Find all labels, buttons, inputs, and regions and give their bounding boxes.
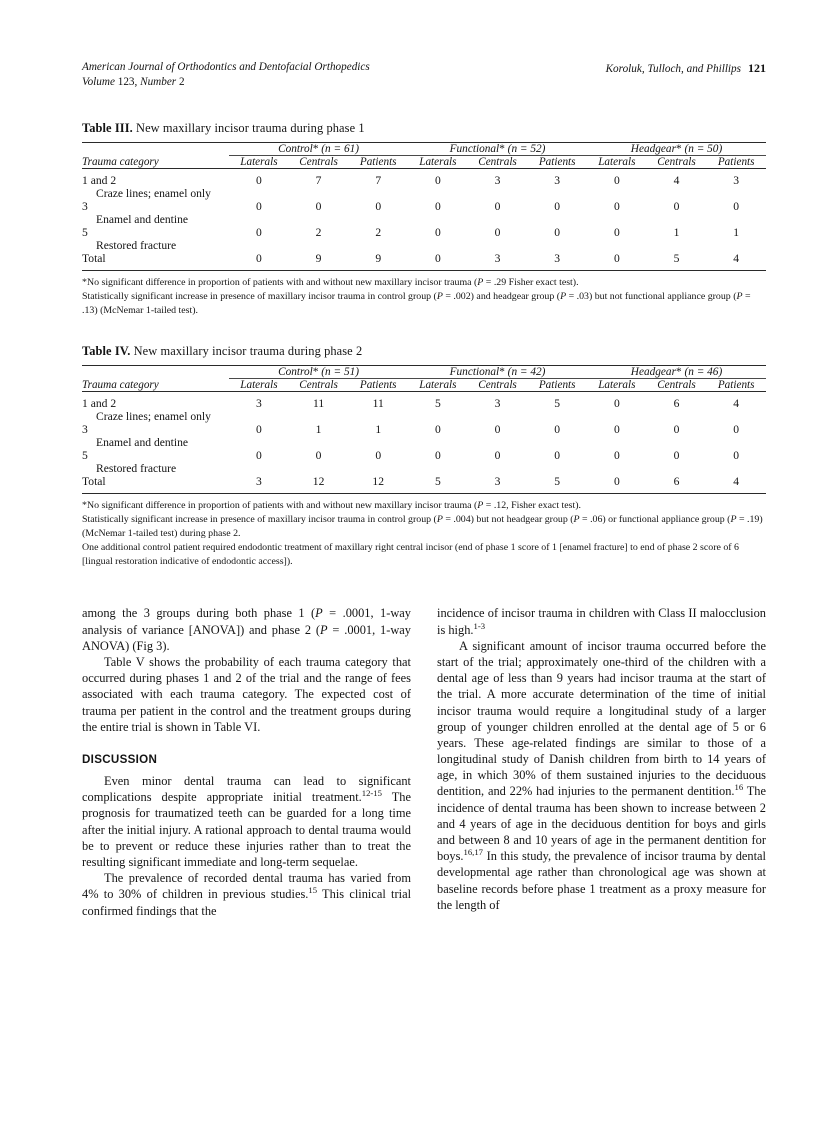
table-4-block [82, 344, 766, 569]
table-row [82, 200, 766, 213]
table-4-row-2-val-0: 0 [256, 449, 262, 463]
table-4-row-0-val-1: 11 [312, 397, 325, 411]
table-3-row-1-val-8: 0 [733, 199, 740, 213]
table-3-subheader-2: Patients [359, 155, 397, 168]
journal-title: American Journal of Orthodontics and Dentofacial Orthopedics [82, 61, 370, 73]
table-3-row-2-val-5: 0 [554, 225, 561, 239]
table-4-row-1-val-8: 0 [733, 423, 740, 437]
table-3-subheader-6: Laterals [598, 155, 636, 168]
table-4-subheader-5: Patients [538, 379, 576, 392]
table-row [82, 174, 766, 187]
table-3-group-headgear: Headgear* (n = 50) [630, 142, 723, 155]
table-4-row-2-label: 5 [82, 449, 88, 463]
table-4-total-val-7: 6 [673, 475, 680, 489]
table-row [82, 449, 766, 462]
table-row-sublabel [82, 213, 766, 226]
journal-volume: Volume 123, Number 2 [82, 76, 185, 89]
table-4-row-1-val-2: 1 [375, 423, 382, 437]
table-3-row-2-sublabel: Restored fracture [96, 238, 177, 252]
table-4-subheader-8: Patients [717, 379, 755, 392]
table-4-row-0-val-7: 6 [673, 397, 680, 411]
table-4-number: Table IV. [82, 344, 131, 359]
table-4-row-0-val-3: 5 [434, 397, 441, 411]
table-4-footnotes [82, 499, 766, 569]
table-3-row-2-val-3: 0 [434, 225, 441, 239]
table-3-subheader-7: Centrals [657, 155, 696, 168]
table-4-subheader-7: Centrals [657, 379, 696, 392]
table-4-subheader-0: Laterals [240, 379, 278, 392]
table-4-category-header: Trauma category [82, 379, 159, 392]
table-4-row-1-val-6: 0 [613, 423, 620, 437]
table-4-total-val-4: 3 [494, 475, 501, 489]
table-4-footnote-0: *No significant difference in proportion of patients with and without new maxillary incisor trauma (P = .12, Fisher exact test). [82, 500, 582, 512]
table-3-row-0-val-7: 4 [673, 173, 680, 187]
table-4-row-2-val-8: 0 [733, 449, 740, 463]
table-3-group-functional: Functional* (n = 52) [449, 142, 546, 155]
table-4-subheader-6: Laterals [598, 379, 636, 392]
table-row-sublabel [82, 462, 766, 475]
table-3-row-0-val-4: 3 [494, 173, 501, 187]
table-4-total-val-8: 4 [733, 475, 740, 489]
table-4-total-val-3: 5 [434, 475, 441, 489]
table-3-total-val-1: 9 [315, 251, 322, 265]
table-4-subheader-3: Laterals [419, 379, 457, 392]
table-4-row-1-val-0: 0 [256, 423, 262, 437]
table-3-subheader-8: Patients [717, 155, 755, 168]
table-4-group-headgear: Headgear* (n = 46) [630, 366, 723, 379]
table-3-row-1-sublabel: Enamel and dentine [96, 212, 189, 226]
table-3-total-label: Total [82, 251, 106, 265]
table-3-row-1-val-4: 0 [494, 199, 501, 213]
table-3-row-0-val-5: 3 [554, 173, 561, 187]
table-4-group-functional: Functional* (n = 42) [449, 366, 546, 379]
table-3-subheader-5: Patients [538, 155, 576, 168]
table-4-row-1-val-4: 0 [494, 423, 501, 437]
table-3-total-val-3: 0 [434, 251, 441, 265]
table-4-row-0-val-2: 11 [372, 397, 384, 411]
table-3-row-1-val-5: 0 [554, 199, 561, 213]
table-4-row-0-sublabel: Craze lines; enamel only [96, 410, 211, 424]
left-paragraph-2: Table V shows the probability of each trauma category that occurred during phases 1 and 2 of the trial and the range of fees associated with each trauma category. The expected cost of trauma per patient in the control and the treatment groups during the entire trial is shown in Table VI. [82, 654, 411, 734]
table-3-footnote-1: Statistically significant increase in presence of maxillary incisor trauma in control group (P = .002) and headgear group (P = .03) but not functional appliance group (P = .13) (McNemar 1-tailed test). [82, 290, 751, 317]
table-3-title: New maxillary incisor trauma during phase 1 [136, 120, 365, 135]
table-row [82, 226, 766, 239]
table-4-subheader-2: Patients [359, 379, 397, 392]
running-head-authors-page [606, 60, 766, 77]
spacer-cell [82, 142, 229, 155]
table-3-row-0-val-2: 7 [375, 173, 382, 187]
table-4-row-0-label: 1 and 2 [82, 397, 117, 411]
table-3-subheader-1: Centrals [299, 155, 338, 168]
table-3-row-0-val-0: 0 [256, 173, 262, 187]
table-4-row-2-val-3: 0 [434, 449, 441, 463]
table-4-row-2-val-2: 0 [375, 449, 382, 463]
table-3 [82, 142, 766, 271]
table-4-row-1-val-7: 0 [673, 423, 680, 437]
table-4-row-1-val-3: 0 [434, 423, 441, 437]
table-total-row [82, 252, 766, 265]
right-paragraph-2: A significant amount of incisor trauma occurred before the start of the trial; approximately one-third of the children with a dental age of less than 9 years had incisor trauma at the start of the trial. A more accurate determination of the time of initial incisor trauma would require a longitudinal study of a larger group of younger children enrolled at the dental age of 5 or 6 years. These age-related findings are similar to those of a longitudinal study of Danish children from birth to 14 years of age, in which 30% of them sustained injuries to the deciduous dentition, and 22% had injuries to the permanent dentition.$^{16}$ The incidence of dental trauma has been shown to increase between 2 and 4 years of age in the deciduous dentition for boys and girls and between 8 and 10 years of age in the permanent dentition for boys.$^{16,17}$ In this study, the prevalence of incisor trauma by dental developmental age rather than chronological age was shown at baseline records before phase 1 treatment as a proxy measure for the length of [437, 638, 766, 912]
table-row-sublabel [82, 187, 766, 200]
table-4-caption [82, 344, 766, 359]
table-3-total-val-4: 3 [494, 251, 501, 265]
table-3-row-2-label: 5 [82, 225, 88, 239]
table-3-category-header: Trauma category [82, 155, 159, 168]
table-3-row-2-val-8: 1 [733, 225, 740, 239]
table-4-row-2-val-5: 0 [554, 449, 561, 463]
table-3-row-1-val-0: 0 [256, 199, 262, 213]
section-heading-discussion: DISCUSSION [82, 752, 158, 766]
table-4-row-0-val-0: 3 [256, 397, 262, 411]
table-4-total-val-0: 3 [256, 475, 262, 489]
table-4-footnote-2: One additional control patient required endodontic treatment of maxillary right central incisor (end of phase 1 score of 1 [enamel fracture] to end of phase 2 score of 6 [lingual restoration indicative of endodontic access]). [82, 542, 739, 568]
table-3-row-2-val-7: 1 [673, 225, 680, 239]
table-3-footnote-0: *No significant difference in proportion of patients with and without new maxillary incisor trauma (P = .29 Fisher exact test). [82, 276, 579, 288]
table-row-sublabel [82, 410, 766, 423]
table-4-row-0-val-5: 5 [554, 397, 561, 411]
running-head [82, 60, 766, 91]
table-3-row-2-val-1: 2 [315, 225, 322, 239]
table-3-total-val-6: 0 [613, 251, 620, 265]
table-3-row-0-sublabel: Craze lines; enamel only [96, 186, 211, 200]
table-3-column-header-row [82, 155, 766, 168]
table-3-row-0-val-8: 3 [733, 173, 740, 187]
table-4-row-1-val-5: 0 [554, 423, 561, 437]
body-column-right [437, 605, 766, 918]
table-3-row-0-val-1: 7 [315, 173, 322, 187]
running-head-journal [82, 60, 370, 91]
table-3-row-2-val-2: 2 [375, 225, 382, 239]
table-row [82, 423, 766, 436]
table-row-sublabel [82, 436, 766, 449]
table-3-caption [82, 121, 766, 136]
table-3-footnotes [82, 276, 766, 318]
article-body [82, 605, 766, 918]
table-4 [82, 365, 766, 494]
table-4-row-1-label: 3 [82, 423, 88, 437]
table-row [82, 397, 766, 410]
table-row-sublabel [82, 239, 766, 252]
left-paragraph-1: among the 3 groups during both phase 1 (P = .0001, 1-way analysis of variance [ANOVA]) and phase 2 (P = .0001, 1-way ANOVA) (Fig 3). [82, 606, 411, 653]
table-4-row-2-val-4: 0 [494, 449, 501, 463]
table-4-row-2-val-7: 0 [673, 449, 680, 463]
table-4-row-2-val-1: 0 [315, 449, 322, 463]
spacer-cell [82, 366, 229, 379]
table-3-row-2-val-4: 0 [494, 225, 501, 239]
body-column-left [82, 605, 411, 918]
table-3-row-0-label: 1 and 2 [82, 173, 117, 187]
table-4-row-2-sublabel: Restored fracture [96, 462, 177, 476]
table-4-title: New maxillary incisor trauma during phase 2 [133, 344, 363, 359]
table-4-total-val-2: 12 [372, 475, 385, 489]
left-paragraph-4: The prevalence of recorded dental trauma has varied from 4% to 30% of children in previous studies.$^{15}$ This clinical trial confirmed findings that the [82, 871, 412, 918]
table-4-total-val-5: 5 [554, 475, 561, 489]
table-3-row-1-label: 3 [82, 199, 88, 213]
table-3-group-control: Control* (n = 61) [278, 142, 360, 155]
table-3-row-1-val-7: 0 [673, 199, 680, 213]
table-3-row-1-val-6: 0 [613, 199, 620, 213]
right-paragraph-1: incidence of incisor trauma in children with Class II malocclusion is high.$^{1-3}$ [437, 606, 766, 637]
table-3-row-0-val-3: 0 [434, 173, 441, 187]
table-3-subheader-4: Centrals [478, 155, 517, 168]
table-3-bottom-rule [82, 270, 766, 271]
table-4-column-header-row [82, 379, 766, 392]
table-4-row-0-val-6: 0 [613, 397, 620, 411]
table-4-subheader-4: Centrals [478, 379, 517, 392]
table-3-row-1-val-1: 0 [315, 199, 322, 213]
page-number: 121 [748, 61, 766, 75]
left-paragraph-3: Even minor dental trauma can lead to significant complications despite appropriate initial treatment.$^{12-15}$ The prognosis for traumatized teeth can be guarded for a long time after the initial injury. A rational approach to dental trauma would be to prevent or reduce these injuries rather than to treat the resulting significant immediate and long-term sequelae. [82, 774, 411, 869]
table-4-group-control: Control* (n = 51) [278, 366, 360, 379]
table-4-subheader-1: Centrals [299, 379, 338, 392]
table-4-row-2-val-6: 0 [613, 449, 620, 463]
table-4-row-1-sublabel: Enamel and dentine [96, 436, 189, 450]
table-3-block [82, 121, 766, 318]
table-4-total-val-1: 12 [312, 475, 325, 489]
table-3-total-val-2: 9 [375, 251, 382, 265]
table-3-row-2-val-0: 0 [256, 225, 262, 239]
table-4-bottom-rule [82, 493, 766, 494]
table-3-total-val-7: 5 [673, 251, 680, 265]
table-3-group-header-row [82, 142, 766, 155]
table-3-row-1-val-2: 0 [375, 199, 382, 213]
table-3-row-0-val-6: 0 [613, 173, 620, 187]
table-3-total-val-8: 4 [733, 251, 740, 265]
table-4-total-val-6: 0 [613, 475, 620, 489]
table-3-total-val-5: 3 [554, 251, 561, 265]
table-3-row-2-val-6: 0 [613, 225, 620, 239]
table-4-row-0-val-4: 3 [494, 397, 501, 411]
table-4-group-header-row [82, 366, 766, 379]
table-3-subheader-3: Laterals [419, 155, 457, 168]
table-4-total-label: Total [82, 475, 106, 489]
table-3-total-val-0: 0 [256, 251, 262, 265]
table-4-row-0-val-8: 4 [733, 397, 740, 411]
table-3-number: Table III. [82, 120, 133, 135]
running-head-authors: Koroluk, Tulloch, and Phillips [605, 63, 741, 75]
table-3-subheader-0: Laterals [240, 155, 278, 168]
table-3-row-1-val-3: 0 [434, 199, 441, 213]
table-total-row [82, 475, 766, 488]
table-4-row-1-val-1: 1 [315, 423, 322, 437]
table-4-footnote-1: Statistically significant increase in presence of maxillary incisor trauma in control group (P = .004) but not headgear group (P = .06) or functional appliance group (P = .19) (McNemar 1-tailed test) during phase 2. [82, 514, 763, 540]
